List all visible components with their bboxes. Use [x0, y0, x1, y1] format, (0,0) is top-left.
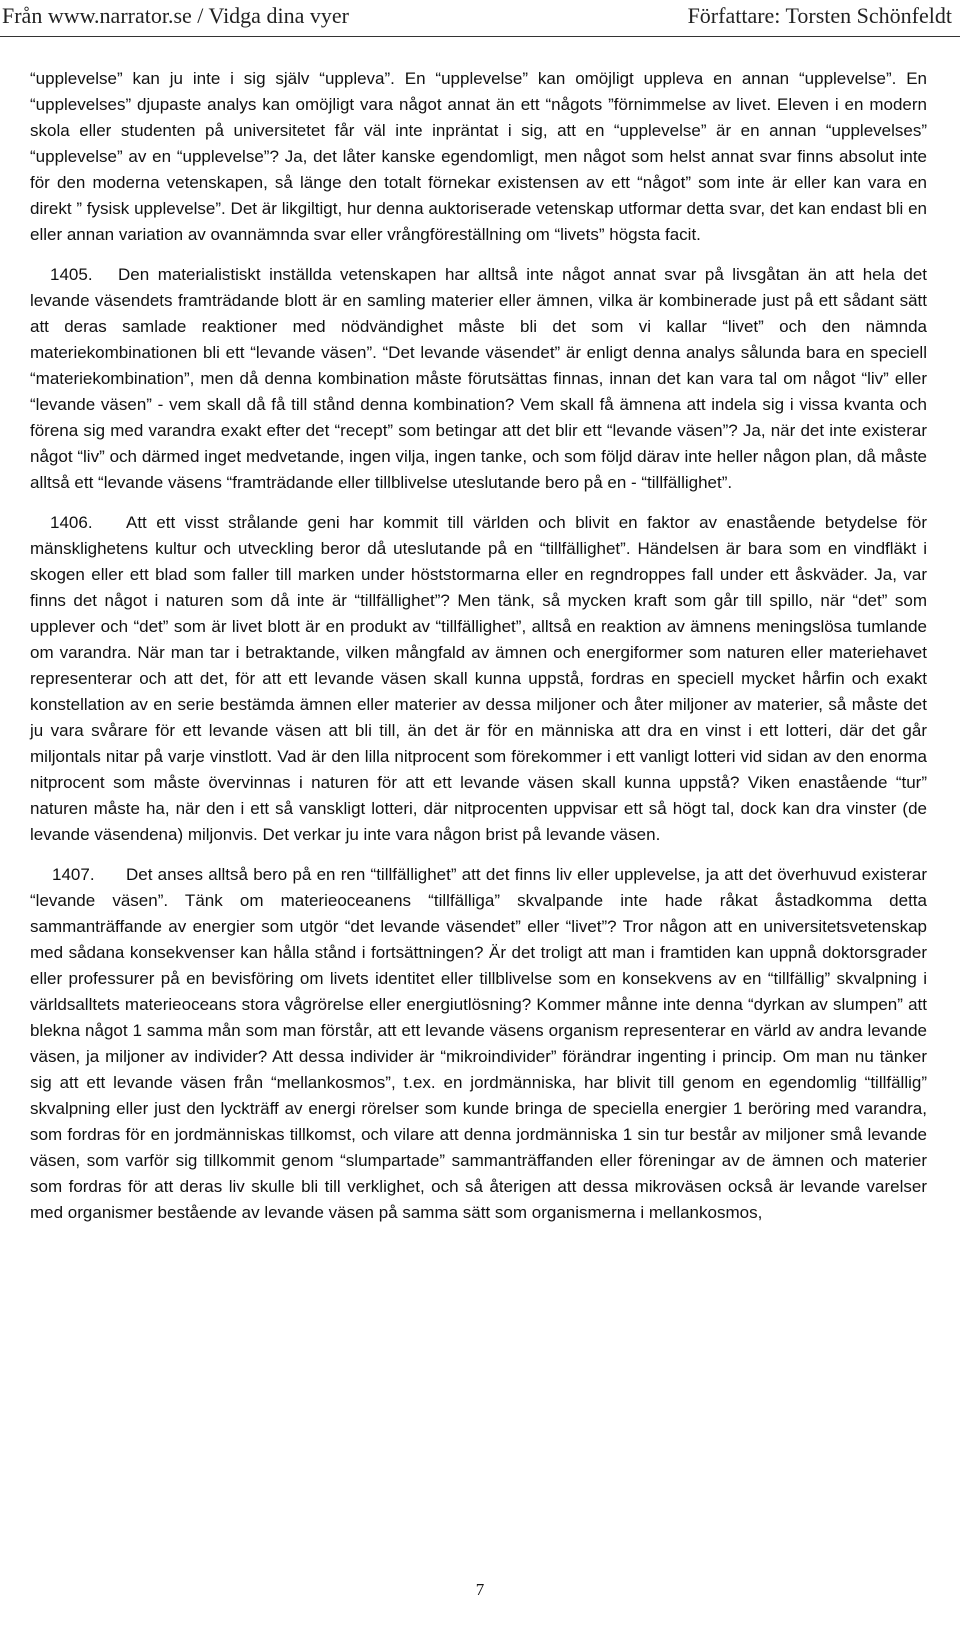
paragraph-text: Den materialistiskt inställda vetenskapen har alltså inte något annat svar på livsgåtan än att hela det levande väsendets framträdande blott är en samling materier eller ämnen, vilka är kombinerade just på ett sådant sätt att deras samlade reaktioner med nödvändighet måste bli det som vi kallar “livet” och den nämnda materiekombinationen bli ett “levande väsen”. “Det levande väsendet” är enligt denna analys sålunda bara en speciell “materiekombination”, men då denna kombination måste förutsättas finnas, innan det kan vara tal om något “liv” eller “levande väsen” - vem skall då få till stånd denna kombination? Vem skall få ämnena att indela sig i vissa kvanta och förena sig med varandra exakt efter det “recept” som betingar att det blir ett “levande väsen”? Ja, när det inte existerar något “liv” och därmed inget medvetande, ingen vilja, ingen tanke, och som följd därav inte heller någon plan, då måste alltså ett “levande väsens “framträdande eller tillblivelse uteslutande bero på en - “tillfällighet”.: [30, 265, 927, 492]
paragraph-1405: [30, 262, 927, 496]
paragraph-continued: [30, 66, 927, 248]
paragraph-number: 1405.: [50, 265, 93, 284]
header-source: Från www.narrator.se / Vidga dina vyer: [2, 3, 349, 28]
header-rule: [0, 36, 960, 37]
header-author: Författare: Torsten Schönfeldt: [687, 3, 952, 28]
document-body: [30, 66, 927, 1226]
page-header: [0, 0, 960, 36]
paragraph-number: 1406.: [50, 513, 93, 532]
paragraph-text: Att ett visst strålande geni har kommit till världen och blivit en faktor av enastående betydelse för mänsklighetens kultur och utveckling beror då uteslutande på en “tillfällighet”. Händelsen är bara som en vindfläkt i skogen eller ett blad som faller till marken under höststormarna eller en regndroppes fall under ett åskväder. Ja, var finns det något i naturen som då inte är “tillfällighet”? Men tänk, så mycken kraft som går till spillo, när “det” som upplever och “det” som är livet blott är en produkt av “tillfällighet”, alltså en reaktion av ämnens meningslösa tumlande om varandra. När man tar i betraktande, vilken mångfald av ämnen och energiformer som naturen eller materiehavet representerar och att det, för att ett levande väsen skall kunna uppstå, fordras en speciell mycket hårfin och exakt konstellation av en serie bestämda ämnen eller materier av dessa miljoner och åter miljoner av materier, så måste det ju vara svårare för ett levande väsen att bli till, än det är för en människa att dra en vinst i ett lotteri, där det går miljontals nitar på varje vinstlott. Vad är den lilla nitprocent som förekommer i ett vanligt lotteri vid sidan av den enorma nitprocent som måste övervinnas i naturen för att ett levande väsen skall kunna uppstå? Viken enastående “tur” naturen måste ha, när den i ett så vanskligt lotteri, där nitprocenten uppvisar ett så högt tal, dock kan dra vinster (de levande väsendena) miljonvis. Det verkar ju inte vara någon brist på levande väsen.: [30, 513, 927, 844]
paragraph-text: Det anses alltså bero på en ren “tillfällighet” att det finns liv eller upplevelse, ja att det överhuvud existerar “levande väsen”. Tänk om materieoceanens “tillfälliga” skvalpande inte hade råkat åstadkomma detta sammanträffande av energier som utgör “det levande väsendet” eller “livet”? Tror någon att en universitetsvetenskap med sådana konsekvenser kan hålla stånd i fortsättningen? Är det troligt att man i framtiden kan uppnå doktorsgrader eller professurer på en bevisföring om livets identitet eller tillblivelse som en konsekvens av en “tillfällig” skvalpning i världsalltets materieoceans stora vågrörelse eller energiutlösning? Kommer månne inte denna “dyrkan av slumpen” att blekna något 1 samma mån som man förstår, att ett levande väsens organism representerar en värld av andra levande väsen, ja miljoner av individer? Att dessa individer är “mikroindivider” förändrar ingenting i princip. Om man nu tänker sig att ett levande väsen från “mellankosmos”, t.ex. en jordmänniska, har blivit till genom en egendomlig “tillfällig” skvalpning eller just den lyckträff av energi rörelser som kunde bringa de speciella energier 1 beröring med varandra, som fordras för en jordmänniskas tillkomst, och vilare att denna jordmänniska 1 sin tur består av miljoner små levande väsen, som varför sig tillkommit genom “slumpartade” sammanträffanden eller föreningar av de ämnen och materier som fordras för att deras liv skulle bli till verklighet, och så återigen att dessa mikroväsen också är levande varelser med organismer bestående av levande väsen på samma sätt som organismerna i mellankosmos,: [30, 865, 927, 1222]
paragraph-number: 1407.: [52, 865, 95, 884]
page-number: 7: [475, 1580, 485, 1599]
paragraph-1407: [30, 862, 927, 1226]
paragraph-1406: [30, 510, 927, 848]
paragraph-text: “upplevelse” kan ju inte i sig själv “uppleva”. En “upplevelse” kan omöjligt uppleva en annan “upplevelse”. En “upplevelses” djupaste analys kan omöjligt vara något annat än ett “någots ”förnimmelse av livet. Eleven i en modern skola eller studenten på universitetet får väl inte inpräntat i sig, att en “upplevelse” är en annan “upplevelses” “upplevelse” av en “upplevelse”? Ja, det låter kanske egendomligt, men något som helst annat svar finns absolut inte för den moderna vetenskapen, så länge den totalt förnekar existensen av ett “något” som inte är eller kan vara en direkt ” fysisk upplevelse”. Det är likgiltigt, hur denna auktoriserade vetenskap utformar detta svar, det kan endast bli en eller annan variation av ovannämnda svar eller vrångföreställning om “livets” högsta facit.: [30, 69, 927, 244]
